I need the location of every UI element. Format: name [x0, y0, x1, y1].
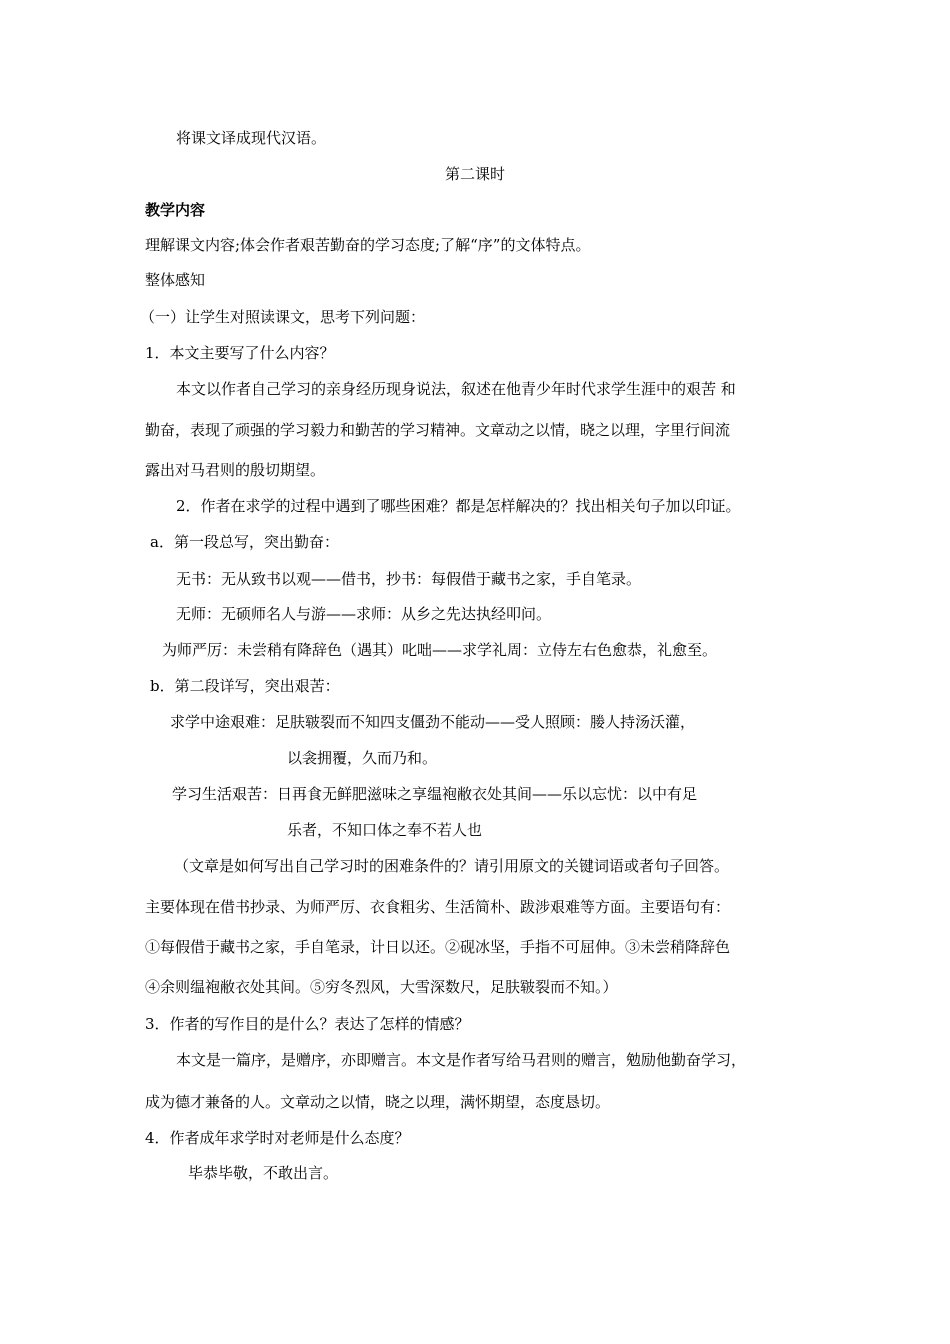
task-intro: （一）让学生对照读课文，思考下列问题：: [140, 308, 426, 326]
section-heading: 教学内容: [145, 201, 206, 219]
answer-1-line-2: 勤奋，表现了顽强的学习毅力和勤苦的学习精神。文章动之以情，晓之以理，字里行间流: [145, 421, 731, 439]
answer-4: 毕恭毕敬，不敢出言。: [188, 1164, 339, 1182]
note-line-2: 主要体现在借书抄录、为师严厉、衣食粗劣、生活简朴、跋涉艰难等方面。主要语句有：: [145, 898, 731, 916]
part-b-item-1-cont: 以衾拥覆，久而乃和。: [287, 749, 438, 767]
part-b-item-2-cont: 乐者，不知口体之奉不若人也: [287, 821, 483, 839]
answer-1-line-1: 本文以作者自己学习的亲身经历现身说法，叙述在他青少年时代求学生涯中的艰苦 和: [176, 380, 736, 398]
part-b-item-2: 学习生活艰苦：日再食无鲜肥滋味之享缊袍敝衣处其间——乐以忘忧：以中有足: [172, 785, 698, 803]
note-line-4: ④余则缊袍敝衣处其间。⑤穷冬烈风，大雪深数尺，足肤皲裂而不知。）: [145, 978, 618, 996]
part-b-item-1: 求学中途艰难：足肤皲裂而不知四支僵劲不能动——受人照顾：媵人持汤沃灌，: [170, 713, 696, 731]
part-a-item-2: 无师：无硕师名人与游——求师：从乡之先达执经叩问。: [176, 605, 552, 623]
lesson-title: 第二课时: [444, 165, 505, 183]
note-line-3: ①每假借于藏书之家，手自笔录，计日以还。②砚冰坚，手指不可屈伸。③未尝稍降辞色: [145, 938, 731, 956]
part-a-heading: a．第一段总写，突出勤奋：: [150, 533, 339, 551]
part-a-item-1: 无书：无从致书以观——借书，抄书：每假借于藏书之家，手自笔录。: [176, 570, 642, 588]
answer-3-line-2: 成为德才兼备的人。文章动之以情，晓之以理，满怀期望，态度恳切。: [145, 1093, 611, 1111]
objective-text: 理解课文内容;体会作者艰苦勤奋的学习态度;了解“序”的文体特点。: [145, 236, 591, 254]
intro-line: 将课文译成现代汉语。: [176, 129, 327, 147]
question-1: 1．本文主要写了什么内容？: [145, 344, 335, 362]
question-2: 2．作者在求学的过程中遇到了哪些困难？都是怎样解决的？找出相关句子加以印证。: [176, 497, 741, 515]
note-line-1: （文章是如何写出自己学习时的困难条件的？请引用原文的关键词语或者句子回答。: [174, 857, 730, 875]
question-4: 4．作者成年求学时对老师是什么态度？: [145, 1129, 410, 1147]
answer-1-line-3: 露出对马君则的殷切期望。: [145, 461, 326, 479]
question-3: 3．作者的写作目的是什么？表达了怎样的情感？: [145, 1015, 470, 1033]
answer-3-line-1: 本文是一篇序，是赠序，亦即赠言。本文是作者写给马君则的赠言，勉励他勤奋学习，: [176, 1051, 747, 1069]
part-a-item-3: 为师严厉：未尝稍有降辞色（遇其）叱咄——求学礼周：立侍左右色愈恭，礼愈至。: [162, 641, 718, 659]
overall-heading: 整体感知: [145, 271, 206, 289]
part-b-heading: b．第二段详写，突出艰苦：: [150, 677, 340, 695]
